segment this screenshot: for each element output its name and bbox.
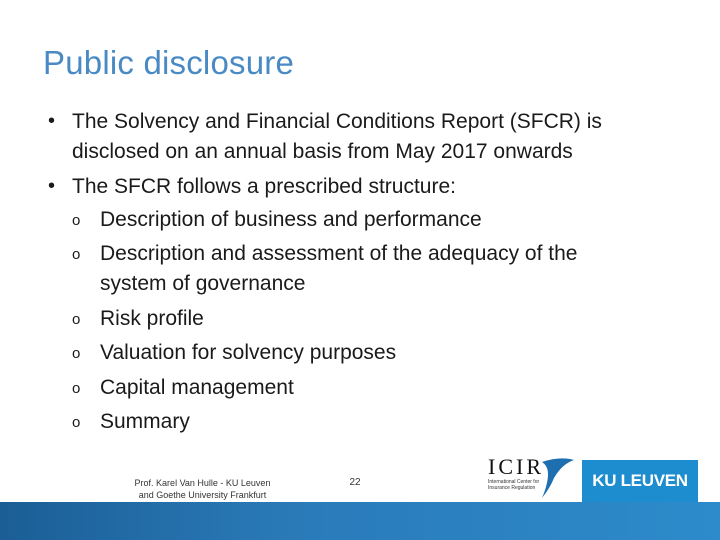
footer-author <box>110 477 295 501</box>
page-number: 22 <box>349 477 361 488</box>
bullet-line: disclosed on an annual basis from May 2017 onwards <box>72 140 573 163</box>
sub-item-line: Valuation for solvency purposes <box>100 341 397 364</box>
sub-item-line: system of governance <box>100 272 306 295</box>
sub-bullet-mark: o <box>72 212 81 229</box>
bullet-line: The SFCR follows a prescribed structure: <box>72 175 456 198</box>
sub-item-line: Description and assessment of the adequacy of the <box>100 242 578 265</box>
sub-bullet-mark: o <box>72 345 81 362</box>
sub-bullet-mark: o <box>72 414 81 431</box>
footer-author-line: Prof. Karel Van Hulle - KU Leuven <box>134 478 271 488</box>
bottom-band <box>0 502 720 540</box>
sub-item-line: Description of business and performance <box>100 208 482 231</box>
bullet-line: The Solvency and Financial Conditions Report (SFCR) is <box>72 110 602 133</box>
footer-author-line: and Goethe University Frankfurt <box>138 490 267 500</box>
sub-item <box>72 340 397 366</box>
sub-item-line: Summary <box>100 410 190 433</box>
sub-item <box>72 241 578 297</box>
bullet-item <box>48 174 456 200</box>
icir-logo <box>482 454 578 500</box>
sub-item-line: Risk profile <box>100 307 204 330</box>
bullet-item <box>48 109 602 165</box>
sub-item <box>72 409 190 435</box>
icir-subtitle: International Center for Insurance Regulation <box>488 479 540 491</box>
sub-item <box>72 306 204 332</box>
sub-item-line: Capital management <box>100 376 294 399</box>
sub-bullet-mark: o <box>72 311 81 328</box>
bullet-mark: • <box>48 175 56 197</box>
slide-title: Public disclosure <box>43 44 295 81</box>
sub-bullet-mark: o <box>72 246 81 263</box>
icir-wordmark: ICIR <box>488 454 544 479</box>
ku-leuven-logo: KU LEUVEN <box>582 460 698 502</box>
sub-bullet-mark: o <box>72 380 81 397</box>
bullet-mark: • <box>48 110 56 132</box>
sub-item <box>72 375 294 401</box>
sub-item <box>72 207 482 233</box>
